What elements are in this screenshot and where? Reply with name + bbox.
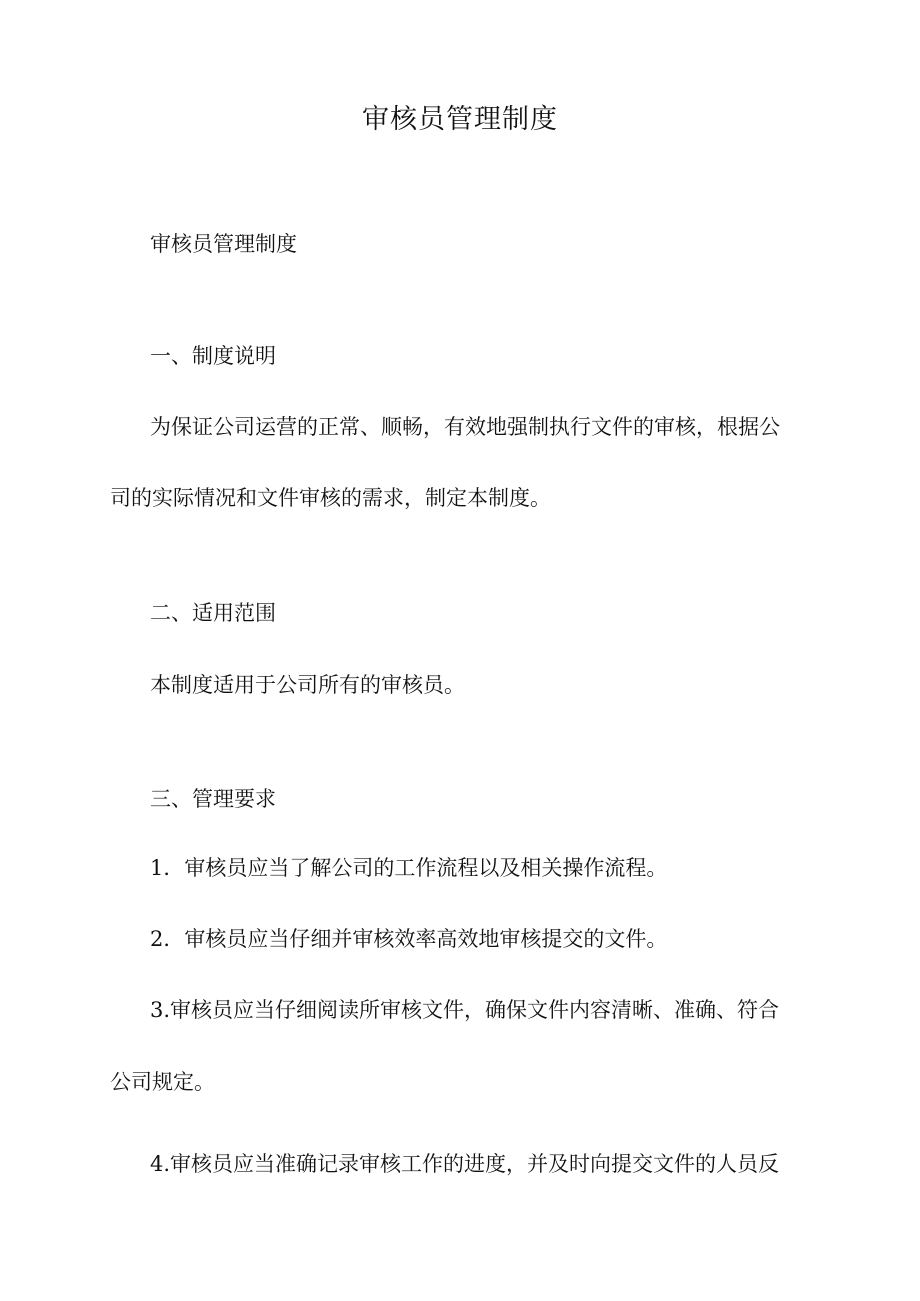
list-item-continuation: 公司规定。 xyxy=(110,1070,215,1094)
list-item: 1．审核员应当了解公司的工作流程以及相关操作流程。 xyxy=(150,856,668,880)
section-heading-3: 三、管理要求 xyxy=(150,787,276,811)
paragraph-line: 司的实际情况和文件审核的需求，制定本制度。 xyxy=(110,486,551,510)
paragraph-line: 为保证公司运营的正常、顺畅，有效地强制执行文件的审核，根据公 xyxy=(150,415,780,439)
paragraph-line: 本制度适用于公司所有的审核员。 xyxy=(150,673,465,697)
list-item: 3.审核员应当仔细阅读所审核文件，确保文件内容清晰、准确、符合 xyxy=(150,998,780,1022)
list-item: 4.审核员应当准确记录审核工作的进度，并及时向提交文件的人员反 xyxy=(150,1152,780,1176)
document-title: 审核员管理制度 xyxy=(362,104,558,135)
list-item: 2．审核员应当仔细并审核效率高效地审核提交的文件。 xyxy=(150,927,668,951)
section-heading-2: 二、适用范围 xyxy=(150,601,276,625)
document-subtitle: 审核员管理制度 xyxy=(150,232,297,256)
section-heading-1: 一、制度说明 xyxy=(150,344,276,368)
